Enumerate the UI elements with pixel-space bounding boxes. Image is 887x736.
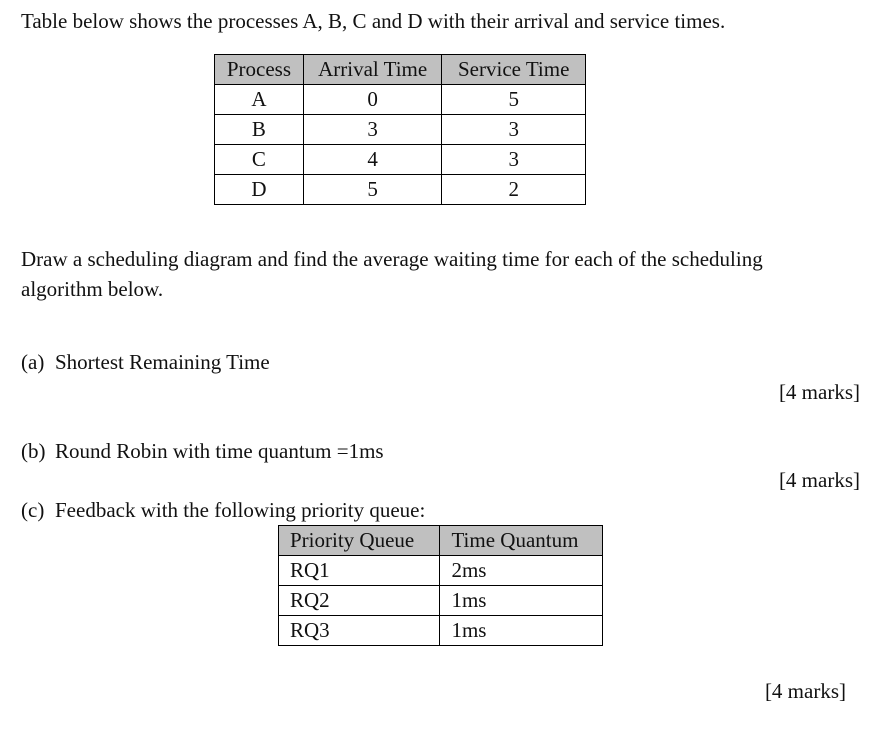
quantum-cell: 1ms [440,616,603,646]
queue-cell: RQ3 [279,616,440,646]
process-cell: D [215,175,304,205]
table-row [279,586,603,616]
header-service-time: Service Time [442,55,586,85]
intro-text: Table below shows the processes A, B, C and D with their arrival and service times. [21,9,726,33]
queue-cell: RQ1 [279,556,440,586]
header-time-quantum: Time Quantum [440,526,603,556]
process-cell: B [215,115,304,145]
instruction-line-1: Draw a scheduling diagram and find the average waiting time for each of the scheduling [21,247,763,271]
table-row [215,175,586,205]
arrival-cell: 5 [303,175,442,205]
queue-cell: RQ2 [279,586,440,616]
arrival-cell: 4 [303,145,442,175]
header-priority-queue: Priority Queue [279,526,440,556]
part-c-marks: [4 marks] [764,679,846,703]
part-b-text: Round Robin with time quantum =1ms [55,439,384,463]
priority-queue-table [278,525,603,646]
instruction-line-2: algorithm below. [21,277,164,301]
service-cell: 3 [442,145,586,175]
part-b-label: (b) [21,439,46,463]
header-process: Process [215,55,304,85]
table-row [215,85,586,115]
process-cell: A [215,85,304,115]
part-a-text: Shortest Remaining Time [55,350,270,374]
arrival-cell: 0 [303,85,442,115]
table-header-row [215,55,586,85]
service-cell: 3 [442,115,586,145]
service-cell: 5 [442,85,586,115]
quantum-cell: 1ms [440,586,603,616]
table-row [215,115,586,145]
process-table [214,54,586,205]
arrival-cell: 3 [303,115,442,145]
table-header-row [279,526,603,556]
quantum-cell: 2ms [440,556,603,586]
part-b-marks: [4 marks] [778,468,860,492]
table-row [215,145,586,175]
table-row [279,556,603,586]
process-cell: C [215,145,304,175]
part-a-label: (a) [21,350,45,374]
header-arrival-time: Arrival Time [303,55,442,85]
part-c-text: Feedback with the following priority queue: [55,498,426,522]
service-cell: 2 [442,175,586,205]
part-a-marks: [4 marks] [778,380,860,404]
part-c-label: (c) [21,498,45,522]
table-row [279,616,603,646]
